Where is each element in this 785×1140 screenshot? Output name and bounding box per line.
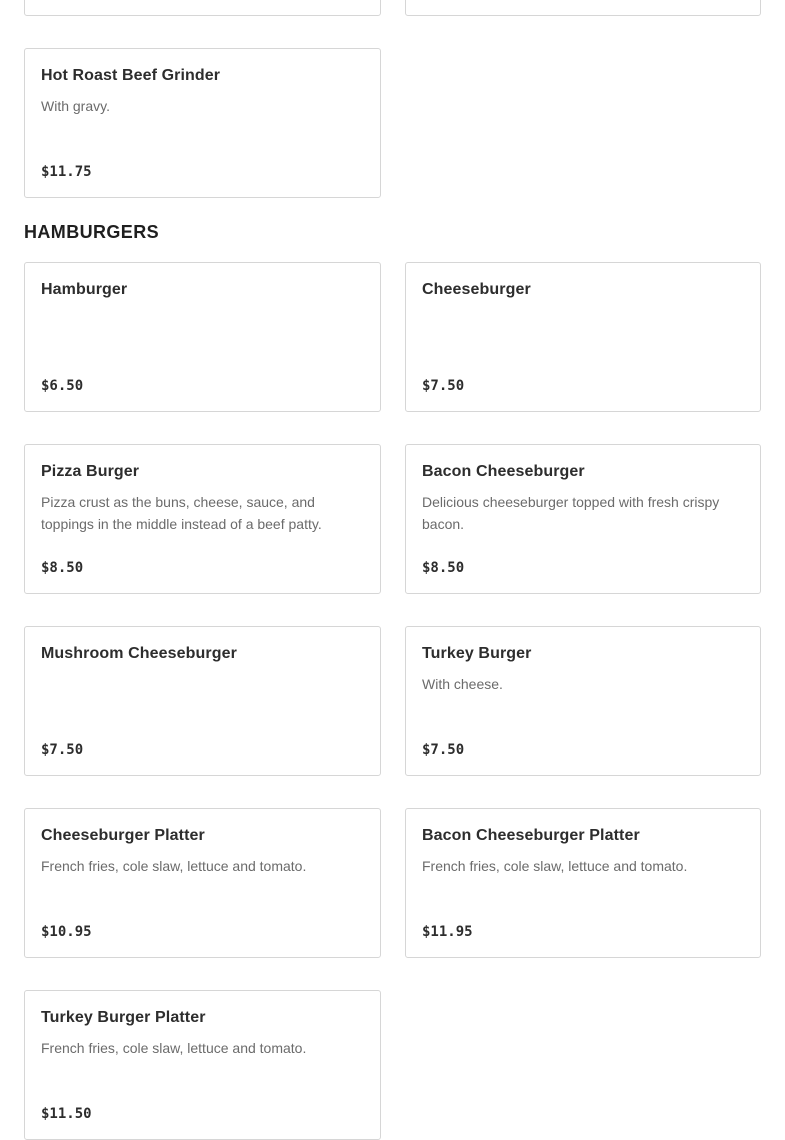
menu-item-name: Turkey Burger [422, 645, 532, 662]
menu-item-name: Bacon Cheeseburger [422, 463, 585, 480]
menu-item-price: $11.75 [41, 164, 92, 180]
menu-item-name: Hamburger [41, 281, 128, 298]
menu-item-pizza-burger[interactable] [24, 444, 381, 594]
menu-item-bacon-cheeseburger[interactable] [405, 444, 761, 594]
menu-item-card-partial[interactable] [405, 0, 761, 16]
menu-item-hot-roast-beef-grinder[interactable] [24, 48, 381, 198]
menu-item-cheeseburger-platter[interactable] [24, 808, 381, 958]
menu-item-mushroom-cheeseburger[interactable] [24, 626, 381, 776]
menu-item-description: French fries, cole slaw, lettuce and tomato. [41, 1040, 307, 1056]
menu-item-name: Cheeseburger Platter [41, 827, 205, 844]
menu-item-hamburger[interactable] [24, 262, 381, 412]
menu-item-card-partial[interactable] [24, 0, 381, 16]
menu-item-name: Hot Roast Beef Grinder [41, 67, 221, 84]
menu-item-price: $8.50 [422, 560, 465, 576]
menu-item-price: $7.50 [422, 378, 465, 394]
menu-item-price: $8.50 [41, 560, 84, 576]
menu-item-price: $7.50 [41, 742, 84, 758]
menu-item-description: With gravy. [41, 98, 110, 114]
menu-item-price: $11.50 [41, 1106, 92, 1122]
menu-item-price: $10.95 [41, 924, 92, 940]
menu-item-cheeseburger[interactable] [405, 262, 761, 412]
menu-item-bacon-cheeseburger-platter[interactable] [405, 808, 761, 958]
menu-item-name: Turkey Burger Platter [41, 1009, 206, 1026]
menu-item-name: Pizza Burger [41, 463, 140, 480]
menu-item-price: $6.50 [41, 378, 84, 394]
menu-item-price: $11.95 [422, 924, 473, 940]
menu-item-turkey-burger-platter[interactable] [24, 990, 381, 1140]
menu-item-name: Bacon Cheeseburger Platter [422, 827, 640, 844]
menu-item-description: French fries, cole slaw, lettuce and tomato. [41, 858, 307, 874]
menu-item-description: Delicious cheeseburger topped with fresh crispy bacon. [422, 494, 720, 532]
menu-item-description: Pizza crust as the buns, cheese, sauce, and toppings in the middle instead of a beef patty. [41, 494, 322, 532]
menu-item-description: French fries, cole slaw, lettuce and tomato. [422, 858, 688, 874]
menu-item-price: $7.50 [422, 742, 465, 758]
menu-item-description: With cheese. [422, 676, 503, 692]
menu-item-name: Cheeseburger [422, 281, 531, 298]
menu-item-name: Mushroom Cheeseburger [41, 645, 237, 662]
menu-item-turkey-burger[interactable] [405, 626, 761, 776]
section-heading-hamburgers: HAMBURGERS [24, 222, 160, 242]
